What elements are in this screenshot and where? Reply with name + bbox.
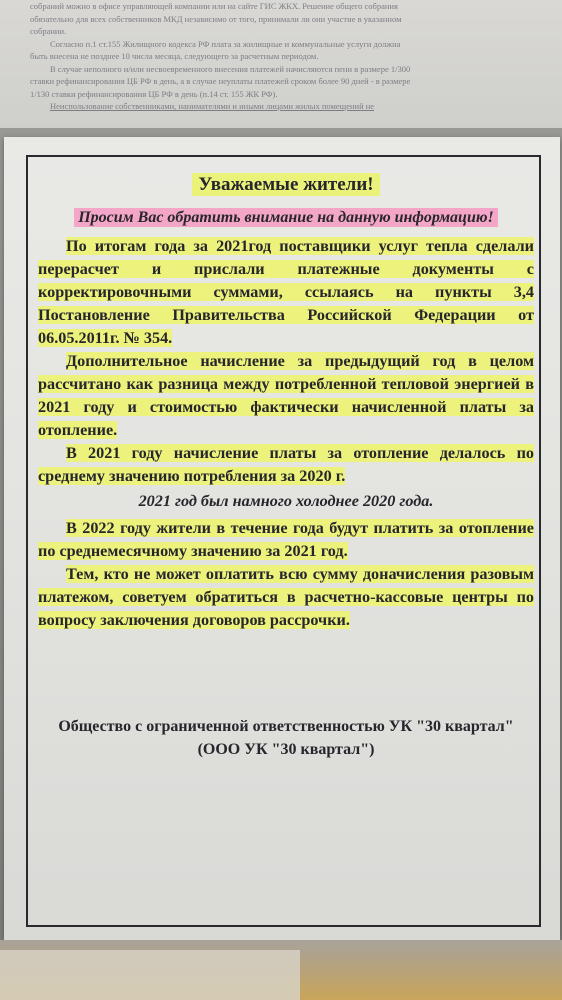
italic-colder-year: 2021 год был намного холоднее 2020 года. xyxy=(138,492,434,510)
paragraph-additional-charge: Дополнительное начисление за предыдущий год в целом рассчитано как разница между потребленной тепловой энергией в 2021 году и стоимостью фактически начисленной платы за отопление. xyxy=(38,352,534,439)
top-line-4: Согласно п.1 ст.155 Жилищного кодекса РФ плата за жилищные и коммунальные услуги должна xyxy=(50,38,401,49)
paragraph-recalculation: По итогам года за 2021год поставщики услуг тепла сделали перерасчет и прислали платежные документы с корректировочными суммами, ссылаясь на пункты 3,4 Постановление Правительства Российской Федерации от 06.05.2011г. № 354. xyxy=(38,237,534,347)
top-line-8: 1/130 ставки рефинансирования ЦБ РФ в день (п.14 ст. 155 ЖК РФ). xyxy=(30,88,278,99)
notice-sheet xyxy=(4,137,560,940)
previous-notice-sheet xyxy=(0,0,562,128)
top-line-6: В случае неполного и/или несвоевременного внесения платежей начисляются пени в размере 1/300 xyxy=(50,63,411,74)
notice-content xyxy=(38,167,534,632)
top-line-7: ставки рефинансирования ЦБ РФ в день, а в случае неуплаты платежей сроком более 90 дней - в размере xyxy=(30,76,411,86)
top-line-1: собраний можно в офисе управляющей компании или на сайте ГИС ЖКХ. Решение общего собрания xyxy=(30,1,398,11)
company-signature: Общество с ограниченной ответственностью УК "30 квартал"(ООО УК "30 квартал") xyxy=(58,718,514,758)
paragraph-2021-charging: В 2021 году начисление платы за отопление делалось по среднему значению потребления за 2020 г. xyxy=(38,444,534,485)
top-line-2: обязательно для всех собственников МКД независимо от того, принимали ли они участие в указанном xyxy=(30,13,402,24)
paragraph-2022-payment: В 2022 году жители в течение года будут платить за отопление по среднемесячному значению за 2021 год. xyxy=(38,519,534,560)
notice-title: Уважаемые жители! xyxy=(38,173,534,196)
bottom-paper-edge xyxy=(0,950,300,1000)
paragraph-installment: Тем, кто не может оплатить всю сумму доначисления разовым платежом, советуем обратиться в расчетно-кассовые центры по вопросу заключения договоров рассрочки. xyxy=(38,565,534,629)
top-line-9: Неиспользование собственниками, нанимателями и иными лицами жилых помещений не xyxy=(50,101,375,111)
top-line-3: собрании. xyxy=(30,26,67,36)
notice-subtitle: Просим Вас обратить внимание на данную информацию! xyxy=(38,206,534,229)
top-line-5: быть внесена не позднее 10 числа месяца, следующего за расчетным периодом. xyxy=(30,51,319,61)
